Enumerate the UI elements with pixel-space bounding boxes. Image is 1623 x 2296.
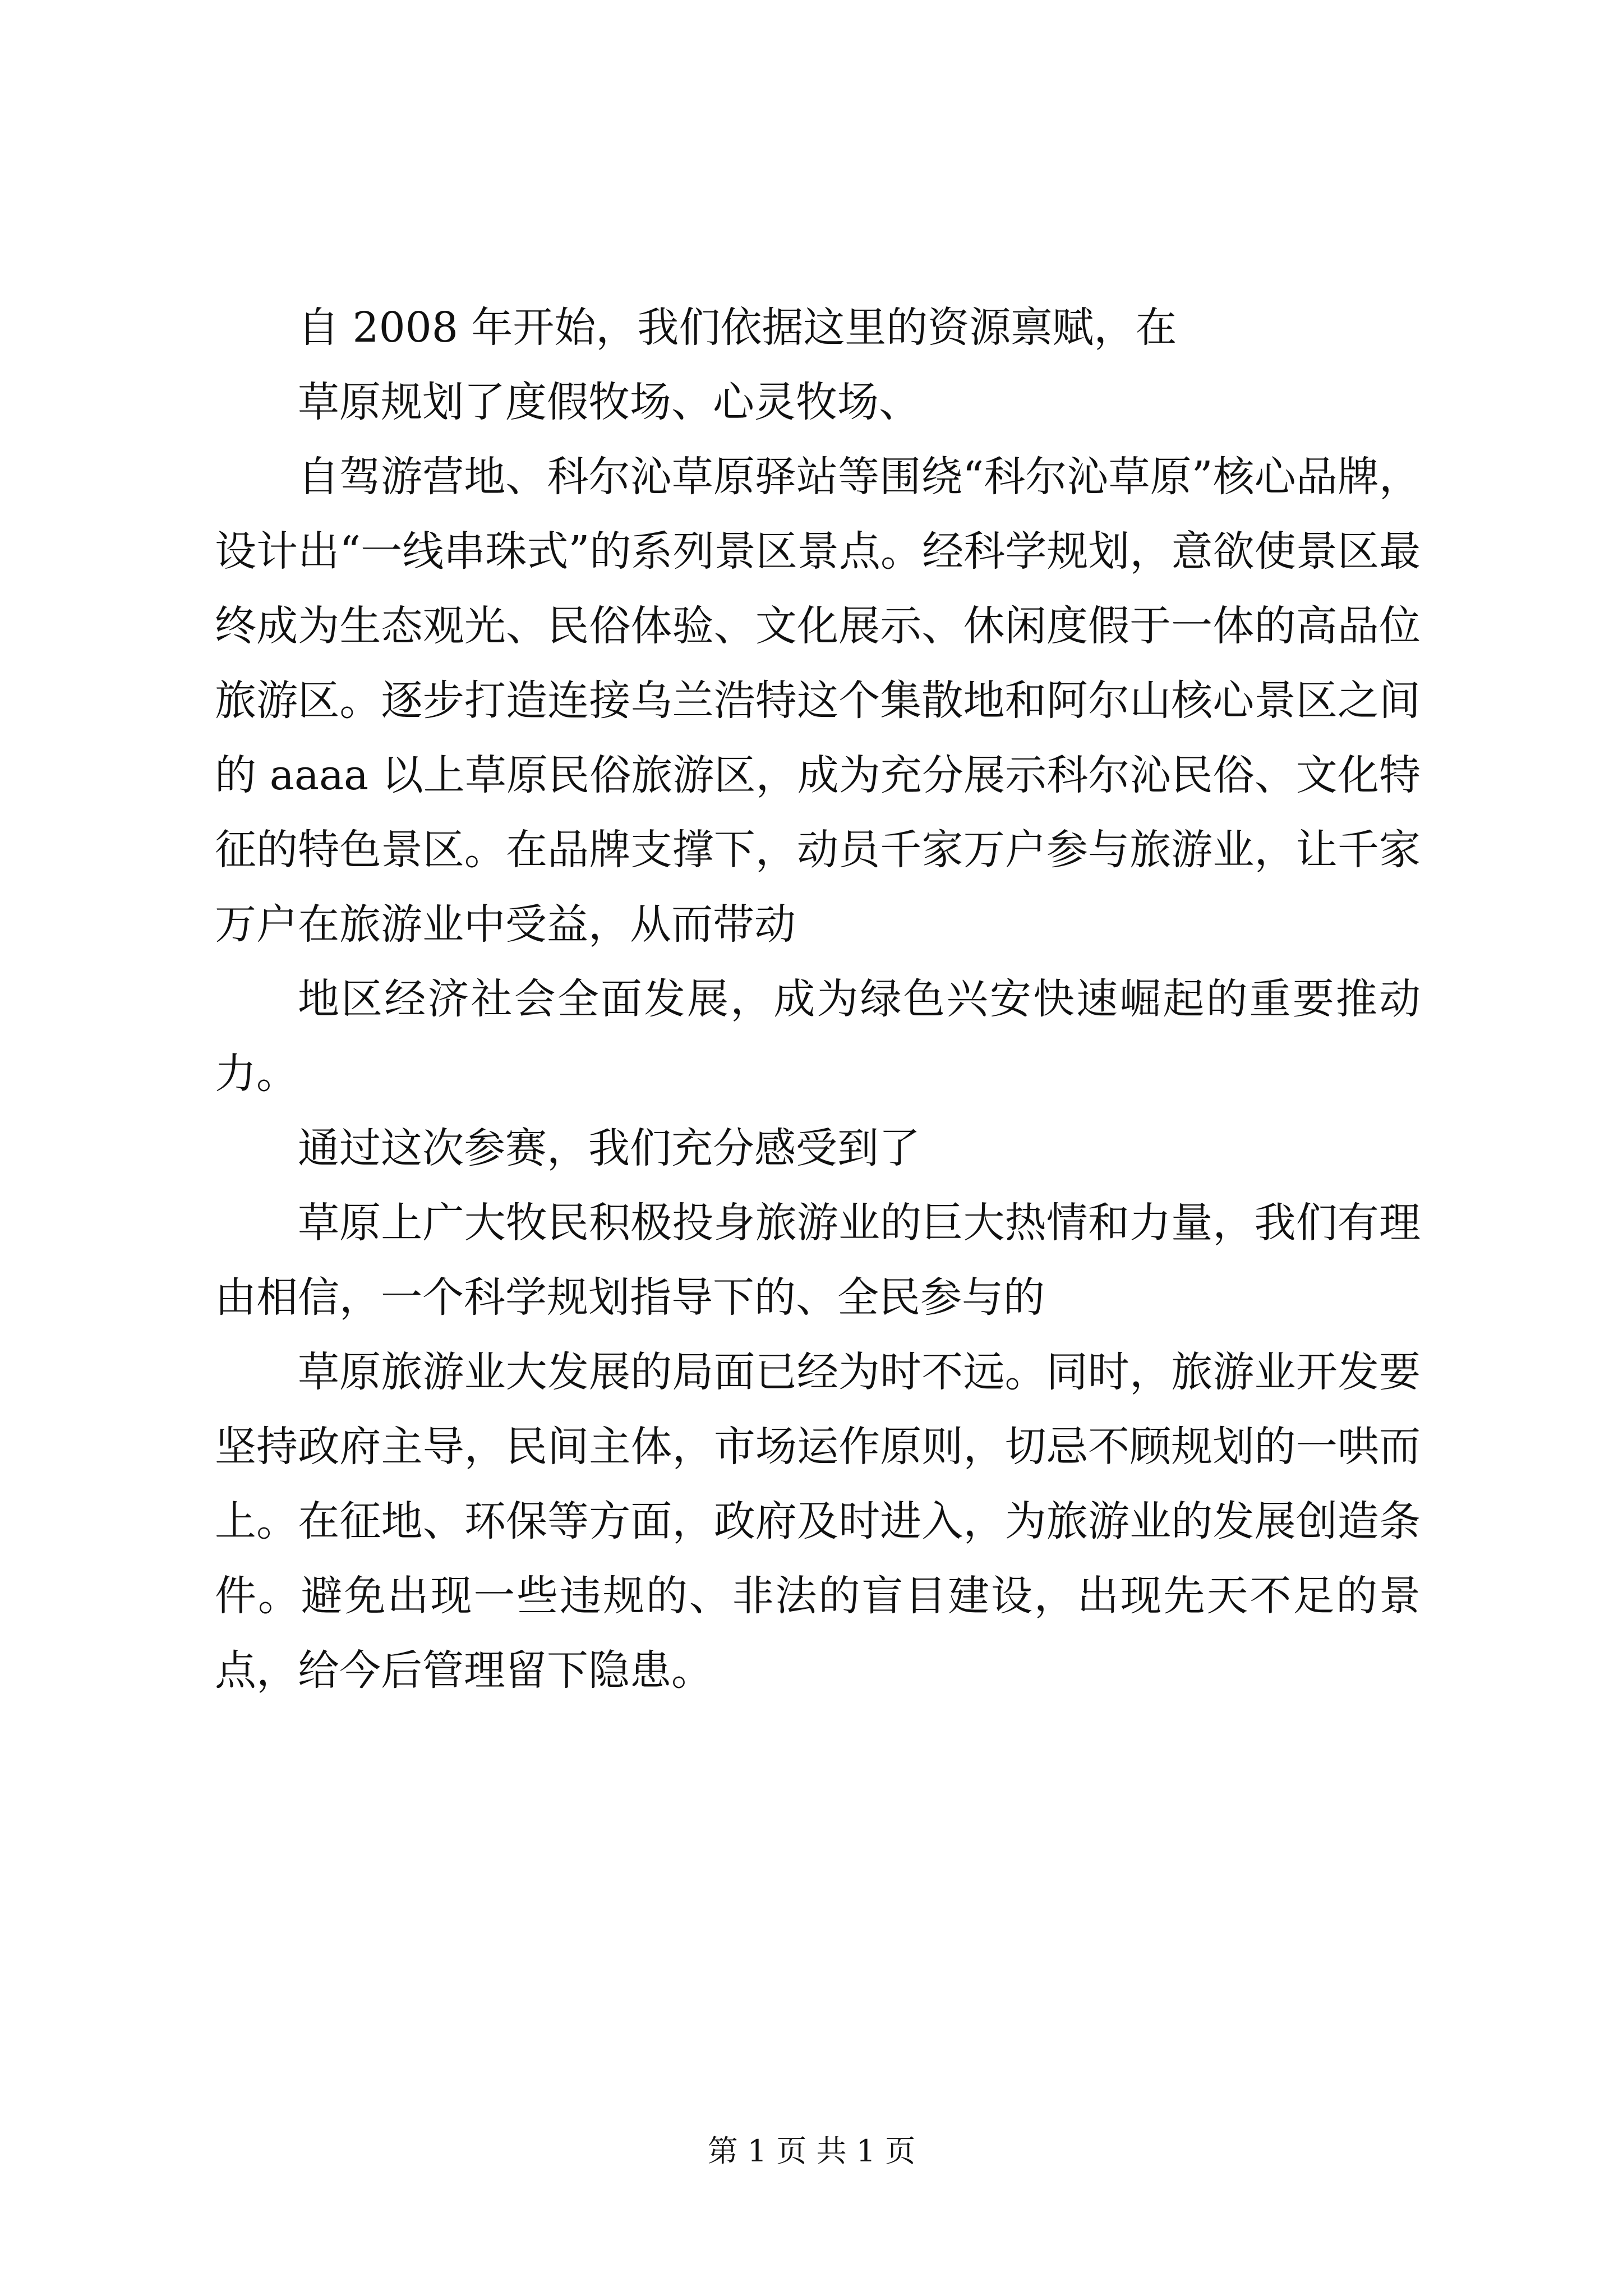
paragraph: 地区经济社会全面发展，成为绿色兴安快速崛起的重要推动力。 xyxy=(215,975,1421,1098)
paragraph: 草原旅游业大发展的局面已经为时不远。同时，旅游业开发要坚持政府主导，民间主体，市场运作原则，切忌不顾规划的一哄而上。在征地、环保等方面，政府及时进入，为旅游业的发展创造条件。避免出现一些违规的、非法的盲目建设，出现先天不足的景点，给今后管理留下隐患。 xyxy=(215,1348,1421,1695)
paragraph: 草原上广大牧民积极投身旅游业的巨大热情和力量，我们有理由相信，一个科学规划指导下的、全民参与的 xyxy=(215,1199,1421,1322)
page-footer: 第 1 页 共 1 页 xyxy=(707,2133,916,2169)
paragraph: 草原规划了度假牧场、心灵牧场、 xyxy=(298,378,920,426)
document-body xyxy=(215,291,1421,1708)
paragraph: 自 2008 年开始，我们依据这里的资源禀赋，在 xyxy=(298,303,1177,352)
paragraph: 自驾游营地、科尔沁草原驿站等围绕“科尔沁草原”核心品牌，设计出“一线串珠式”的系列景区景点。经科学规划，意欲使景区最终成为生态观光、民俗体验、文化展示、休闲度假于一体的高品位旅游区。逐步打造连接乌兰浩特这个集散地和阿尔山核心景区之间的 aaaa 以上草原民俗旅游区，成为充分展示科尔沁民俗、文化特征的特色景区。在品牌支撑下，动员千家万户参与旅游业，让千家万户在旅游业中受益，从而带动 xyxy=(215,453,1421,949)
paragraph: 通过这次参赛，我们充分感受到了 xyxy=(298,1124,920,1172)
